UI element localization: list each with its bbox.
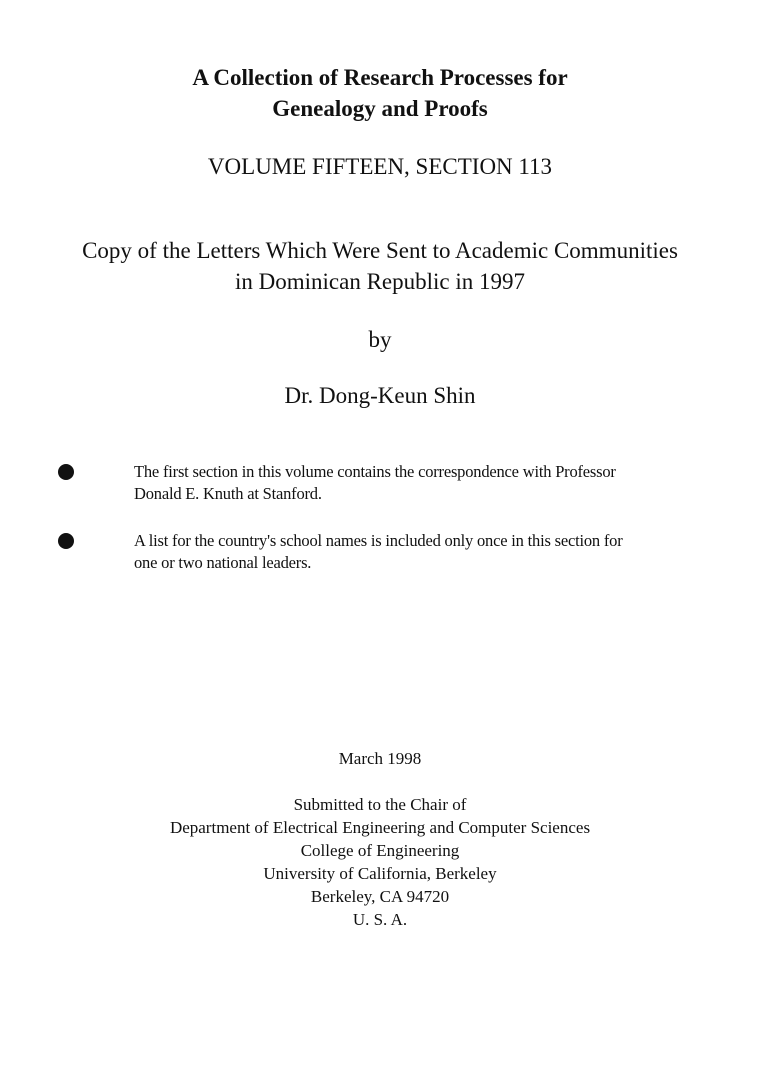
note-line: one or two national leaders.: [134, 553, 312, 572]
subject-line-1: Copy of the Letters Which Were Sent to Academic Communities: [82, 238, 678, 263]
note-line: A list for the country's school names is included only once in this section for: [134, 531, 623, 550]
author-name: Dr. Dong-Keun Shin: [284, 383, 476, 408]
submission-address-block: [0, 793, 760, 931]
title-line-2: Genealogy and Proofs: [272, 96, 488, 121]
note-text: [134, 530, 709, 574]
bullet-icon: [58, 464, 74, 480]
title-line-1: A Collection of Research Processes for: [192, 65, 568, 90]
submission-line: U. S. A.: [352, 910, 408, 929]
document-subject: [0, 235, 760, 297]
submission-line: College of Engineering: [300, 841, 460, 860]
note-line: Donald E. Knuth at Stanford.: [134, 484, 322, 503]
document-title: [0, 62, 760, 124]
document-date: March 1998: [338, 749, 422, 768]
bullet-icon: [58, 533, 74, 549]
submission-line: Berkeley, CA 94720: [310, 887, 450, 906]
submission-line: Submitted to the Chair of: [293, 795, 467, 814]
note-line: The first section in this volume contains the correspondence with Professor: [134, 462, 616, 481]
volume-section-heading: VOLUME FIFTEEN, SECTION 113: [207, 154, 553, 179]
note-text: [134, 461, 709, 505]
submission-line: Department of Electrical Engineering and Computer Sciences: [169, 818, 591, 837]
subject-line-2: in Dominican Republic in 1997: [234, 269, 525, 294]
submission-line: University of California, Berkeley: [263, 864, 497, 883]
by-label: by: [368, 327, 392, 352]
